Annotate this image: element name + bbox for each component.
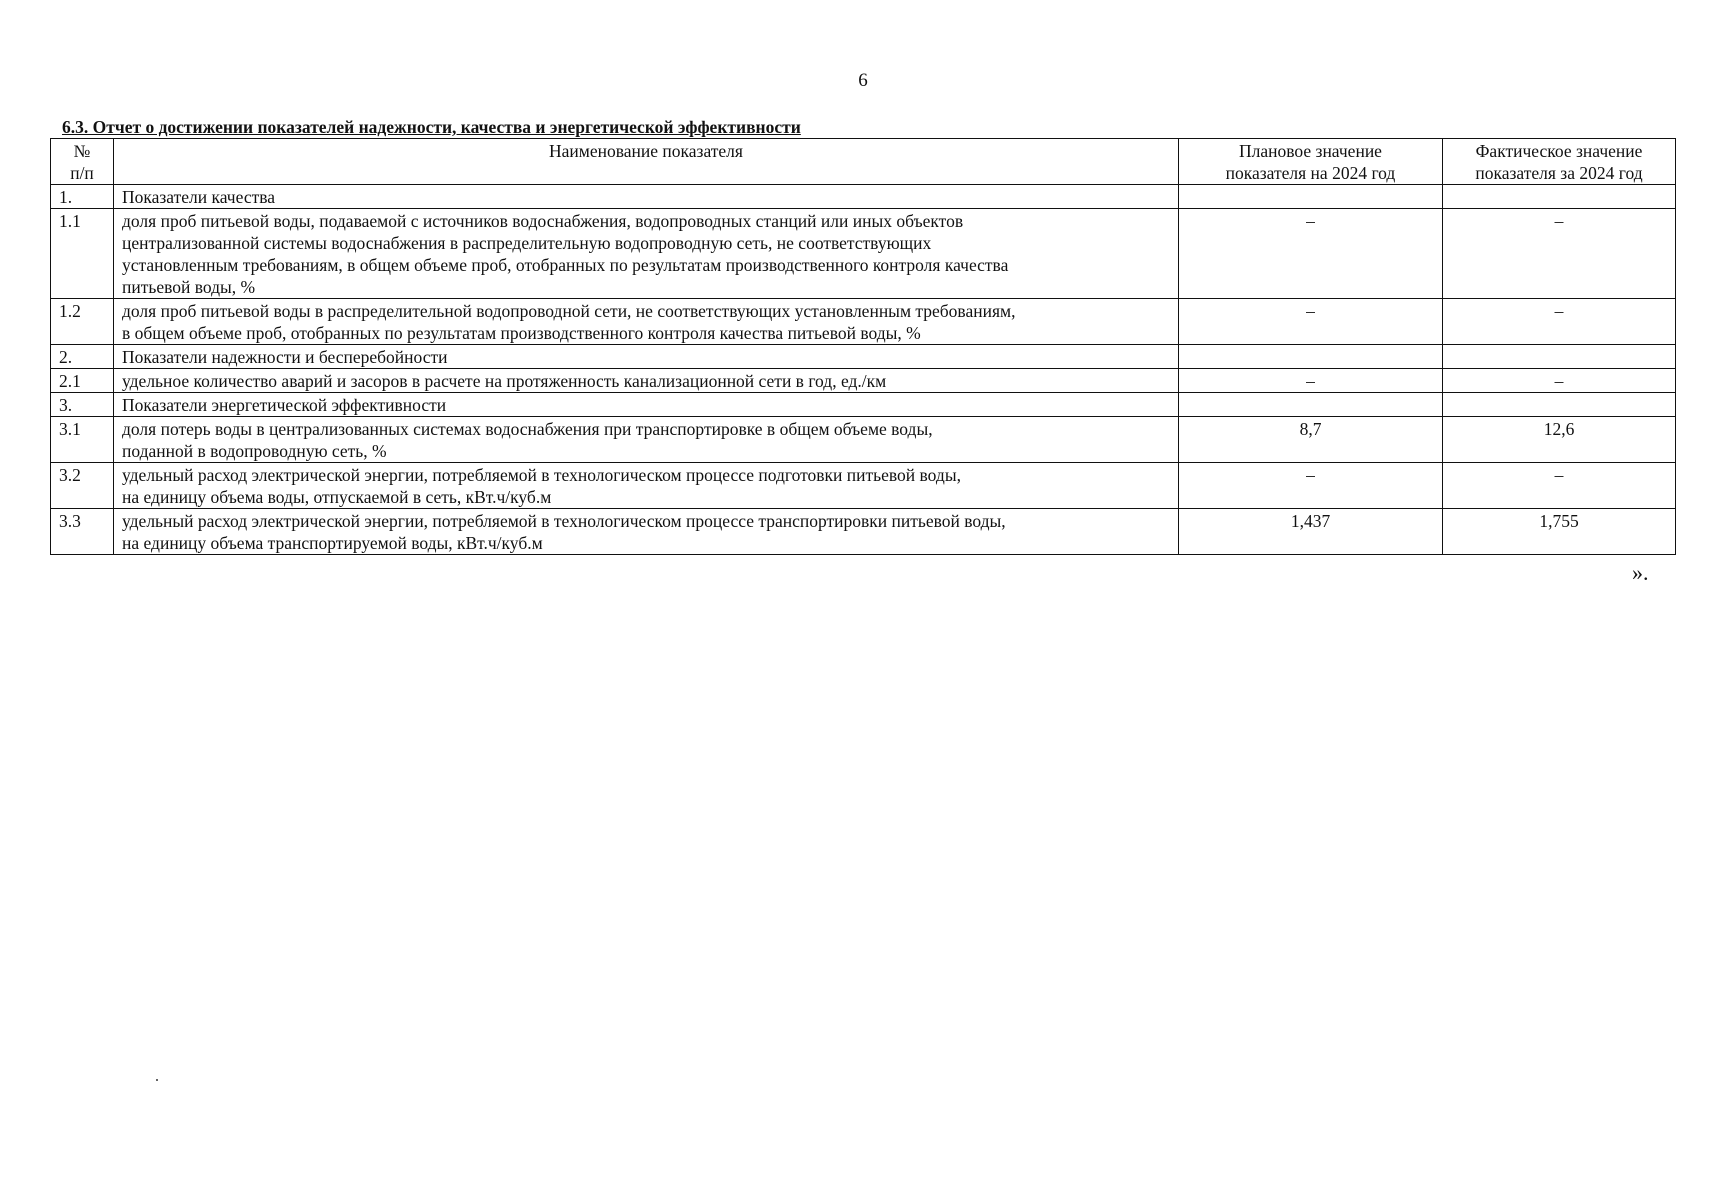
plan-value xyxy=(1179,185,1443,209)
header-indicator-name: Наименование показателя xyxy=(114,139,1179,185)
scan-dot-mark xyxy=(156,1079,158,1081)
row-number: 3. xyxy=(51,393,114,417)
section-title: 6.3. Отчет о достижении показателей надежности, качества и энергетической эффективности xyxy=(62,117,801,137)
fact-value xyxy=(1443,393,1676,417)
indicator-name xyxy=(114,509,1179,555)
indicator-name-line: удельный расход электрической энергии, потребляемой в технологическом процессе транспортировки питьевой воды, xyxy=(122,511,1006,531)
fact-value: – xyxy=(1443,209,1676,299)
plan-value: – xyxy=(1179,369,1443,393)
header-number xyxy=(51,139,114,185)
row-number: 3.3 xyxy=(51,509,114,555)
table-row xyxy=(51,209,1676,299)
plan-value: – xyxy=(1179,209,1443,299)
indicator-name xyxy=(114,417,1179,463)
indicator-name-line: доля проб питьевой воды в распределительной водопроводной сети, не соответствующих установленным требованиям, xyxy=(122,301,1016,321)
plan-value xyxy=(1179,393,1443,417)
header-plan-line2: показателя на 2024 год xyxy=(1225,163,1396,183)
header-plan-value xyxy=(1179,139,1443,185)
indicator-name: удельное количество аварий и засоров в расчете на протяженность канализационной сети в год, ед./км xyxy=(114,369,1179,393)
indicator-name-line: удельный расход электрической энергии, потребляемой в технологическом процессе подготовки питьевой воды, xyxy=(122,465,961,485)
table-row xyxy=(51,185,1676,209)
row-number: 2. xyxy=(51,345,114,369)
fact-value: – xyxy=(1443,463,1676,509)
header-fact-value xyxy=(1443,139,1676,185)
header-fact-line1: Фактическое значение xyxy=(1475,141,1643,161)
indicators-table xyxy=(50,138,1676,555)
section-heading: Показатели качества xyxy=(114,185,1179,209)
plan-value: – xyxy=(1179,463,1443,509)
fact-value xyxy=(1443,345,1676,369)
section-heading: Показатели надежности и бесперебойности xyxy=(114,345,1179,369)
row-number: 1.1 xyxy=(51,209,114,299)
fact-value: – xyxy=(1443,369,1676,393)
fact-value: 1,755 xyxy=(1443,509,1676,555)
row-number: 1. xyxy=(51,185,114,209)
indicator-name-line: питьевой воды, % xyxy=(122,277,256,297)
table-header-row xyxy=(51,139,1676,185)
table-row xyxy=(51,369,1676,393)
table-row xyxy=(51,463,1676,509)
indicator-name-line: на единицу объема транспортируемой воды, кВт.ч/куб.м xyxy=(122,533,543,553)
table-row xyxy=(51,417,1676,463)
indicator-name xyxy=(114,299,1179,345)
table-row xyxy=(51,509,1676,555)
indicator-name-line: на единицу объема воды, отпускаемой в сеть, кВт.ч/куб.м xyxy=(122,487,552,507)
row-number: 3.2 xyxy=(51,463,114,509)
section-heading: Показатели энергетической эффективности xyxy=(114,393,1179,417)
table-row xyxy=(51,393,1676,417)
header-plan-line1: Плановое значение xyxy=(1239,141,1382,161)
indicator-name xyxy=(114,463,1179,509)
table-row xyxy=(51,345,1676,369)
row-number: 1.2 xyxy=(51,299,114,345)
indicator-name xyxy=(114,209,1179,299)
indicator-name-line: доля потерь воды в централизованных системах водоснабжения при транспортировке в общем объеме воды, xyxy=(122,419,933,439)
closing-quote: ». xyxy=(1632,560,1649,585)
plan-value: 8,7 xyxy=(1179,417,1443,463)
header-number-line2: п/п xyxy=(70,163,94,183)
indicator-name-line: в общем объеме проб, отобранных по результатам производственного контроля качества питьевой воды, % xyxy=(122,323,921,343)
indicator-name-line: централизованной системы водоснабжения в распределительную водопроводную сеть, не соответствующих xyxy=(122,233,932,253)
row-number: 2.1 xyxy=(51,369,114,393)
fact-value: – xyxy=(1443,299,1676,345)
header-number-line1: № xyxy=(73,141,91,161)
indicator-name-line: установленным требованиям, в общем объеме проб, отобранных по результатам производственного контроля качества xyxy=(122,255,1009,275)
plan-value xyxy=(1179,345,1443,369)
fact-value: 12,6 xyxy=(1443,417,1676,463)
plan-value: 1,437 xyxy=(1179,509,1443,555)
page-number: 6 xyxy=(858,70,868,91)
fact-value xyxy=(1443,185,1676,209)
plan-value: – xyxy=(1179,299,1443,345)
indicator-name-line: доля проб питьевой воды, подаваемой с источников водоснабжения, водопроводных станций или иных объектов xyxy=(122,211,964,231)
row-number: 3.1 xyxy=(51,417,114,463)
table-row xyxy=(51,299,1676,345)
header-fact-line2: показателя за 2024 год xyxy=(1475,163,1643,183)
indicator-name-line: поданной в водопроводную сеть, % xyxy=(122,441,387,461)
